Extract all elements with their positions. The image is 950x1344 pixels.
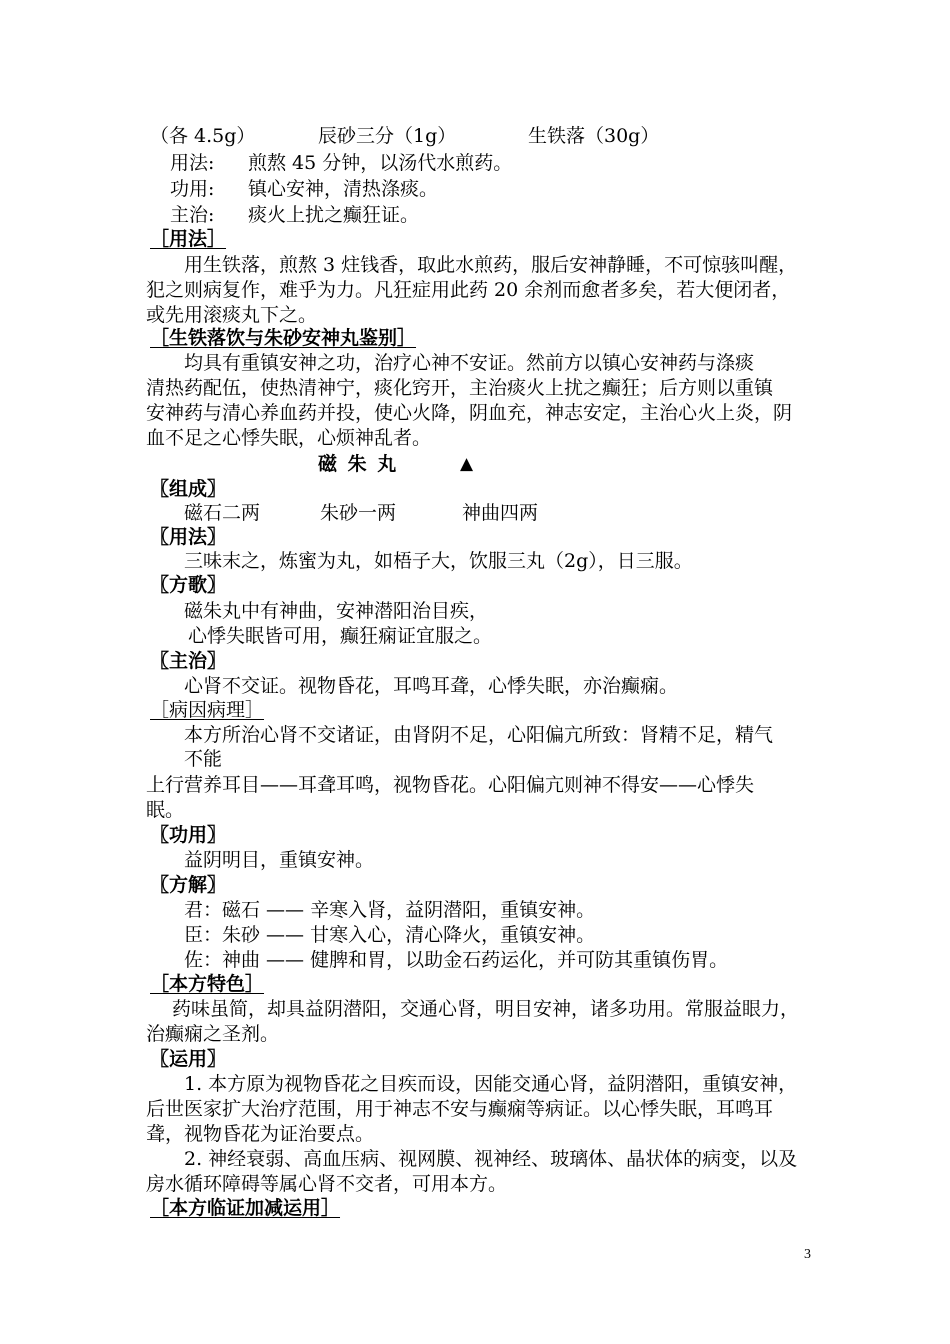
paragraph-line: 2. 神经衰弱、高血压病、视网膜、视神经、玻璃体、晶状体的病变，以及: [184, 1148, 798, 1170]
analysis-line: 佐：神曲 —— 健脾和胃，以助金石药运化，并可防其重镇伤胃。: [184, 949, 729, 971]
paragraph-line: 药味虽简，却具益阴潜阳，交通心肾，明目安神，诸多功用。常服益眼力，: [172, 998, 800, 1020]
function-text: 镇心安神，清热涤痰。: [248, 178, 439, 200]
paragraph-line: 血不足之心悸失眠，心烦神乱者。: [146, 427, 432, 449]
analysis-line: 臣：朱砂 —— 甘寒入心，清心降火，重镇安神。: [184, 924, 596, 946]
paragraph-line: 安神药与清心养血药并投，使心火降，阴血充，神志安定，主治心火上炎，阴: [146, 402, 793, 424]
paragraph-line: 1. 本方原为视物昏花之目疾而设，因能交通心肾，益阴潜阳，重镇安神，: [184, 1073, 798, 1095]
ingredient: 神曲四两: [462, 502, 539, 524]
ingredient: 磁石二两: [184, 502, 261, 524]
usage-text: 煎熬 45 分钟，以汤代水煎药。: [248, 152, 513, 174]
paragraph-line: 用生铁落，煎熬 3 炷钱香，取此水煎药，服后安神静睡，不可惊骇叫醒，: [184, 254, 798, 276]
paragraph-line: 犯之则病复作，难乎为力。凡狂症用此药 20 余剂而愈者多矣，若大便闭者，: [146, 279, 791, 301]
section-heading-composition: 〖组成〗: [150, 478, 227, 500]
paragraph-line: 本方所治心肾不交诸证，由肾阴不足，心阳偏亢所致：肾精不足，精气: [184, 724, 774, 746]
ingredient: 朱砂一两: [320, 502, 397, 524]
paragraph-line: 不能: [184, 748, 223, 770]
section-heading-function: 〖功用〗: [150, 824, 227, 846]
verse-line: 心悸失眠皆可用，癫狂痫证宜服之。: [188, 625, 493, 647]
dose-a: （各 4.5g）: [150, 125, 256, 147]
section-heading-analysis: 〖方解〗: [150, 874, 227, 896]
section-heading-features: ［本方特色］: [150, 973, 265, 995]
section-heading-verse: 〖方歌〗: [150, 574, 227, 596]
section-heading-usage-2: 〖用法〗: [150, 526, 227, 548]
dose-c: 生铁落（30g）: [528, 125, 660, 147]
analysis-line: 君：磁石 —— 辛寒入肾，益阴潜阳，重镇安神。: [184, 899, 596, 921]
paragraph-line: 后世医家扩大治疗范围，用于神志不安与癫痫等病证。以心悸失眠，耳鸣耳: [146, 1098, 774, 1120]
paragraph-line: 房水循环障碍等属心肾不交者，可用本方。: [146, 1173, 508, 1195]
paragraph-line: 眠。: [146, 799, 185, 821]
usage-label: 用法:: [170, 152, 215, 174]
paragraph-line: 均具有重镇安神之功，治疗心神不安证。然前方以镇心安神药与涤痰: [184, 352, 755, 374]
section-heading-usage: ［用法］: [150, 228, 227, 250]
section-heading-comparison: ［生铁落饮与朱砂安神丸鉴别］: [150, 327, 417, 349]
dose-b: 辰砂三分（1g）: [318, 125, 457, 147]
treatment-text: 痰火上扰之癫狂证。: [248, 204, 420, 226]
paragraph-line: 上行营养耳目——耳聋耳鸣，视物昏花。心阳偏亢则神不得安——心悸失: [146, 774, 755, 796]
formula-title: 磁 朱 丸: [318, 453, 399, 475]
paragraph-line: 治癫痫之圣剂。: [146, 1023, 280, 1045]
page-number: 3: [804, 1247, 811, 1262]
section-heading-indication: 〖主治〗: [150, 650, 227, 672]
usage-text-2: 三味末之，炼蜜为丸，如梧子大，饮服三丸（2g），日三服。: [184, 550, 693, 572]
treatment-label: 主治:: [170, 204, 215, 226]
section-heading-modifications: ［本方临证加减运用］: [150, 1197, 341, 1219]
paragraph-line: 或先用滚痰丸下之。: [146, 304, 318, 326]
verse-line: 磁朱丸中有神曲，安神潜阳治目疾，: [184, 600, 489, 622]
triangle-marker-icon: ▲: [460, 454, 474, 474]
function-label: 功用:: [170, 178, 215, 200]
section-heading-application: 〖运用〗: [150, 1048, 227, 1070]
paragraph-line: 清热药配伍，使热清神宁，痰化窍开，主治痰火上扰之癫狂；后方则以重镇: [146, 377, 774, 399]
function-text-2: 益阴明目，重镇安神。: [184, 849, 375, 871]
section-heading-pathology: ［病因病理］: [150, 699, 265, 721]
paragraph-line: 聋，视物昏花为证治要点。: [146, 1123, 375, 1145]
indication-text: 心肾不交证。视物昏花，耳鸣耳聋，心悸失眠，亦治癫痫。: [184, 675, 679, 697]
